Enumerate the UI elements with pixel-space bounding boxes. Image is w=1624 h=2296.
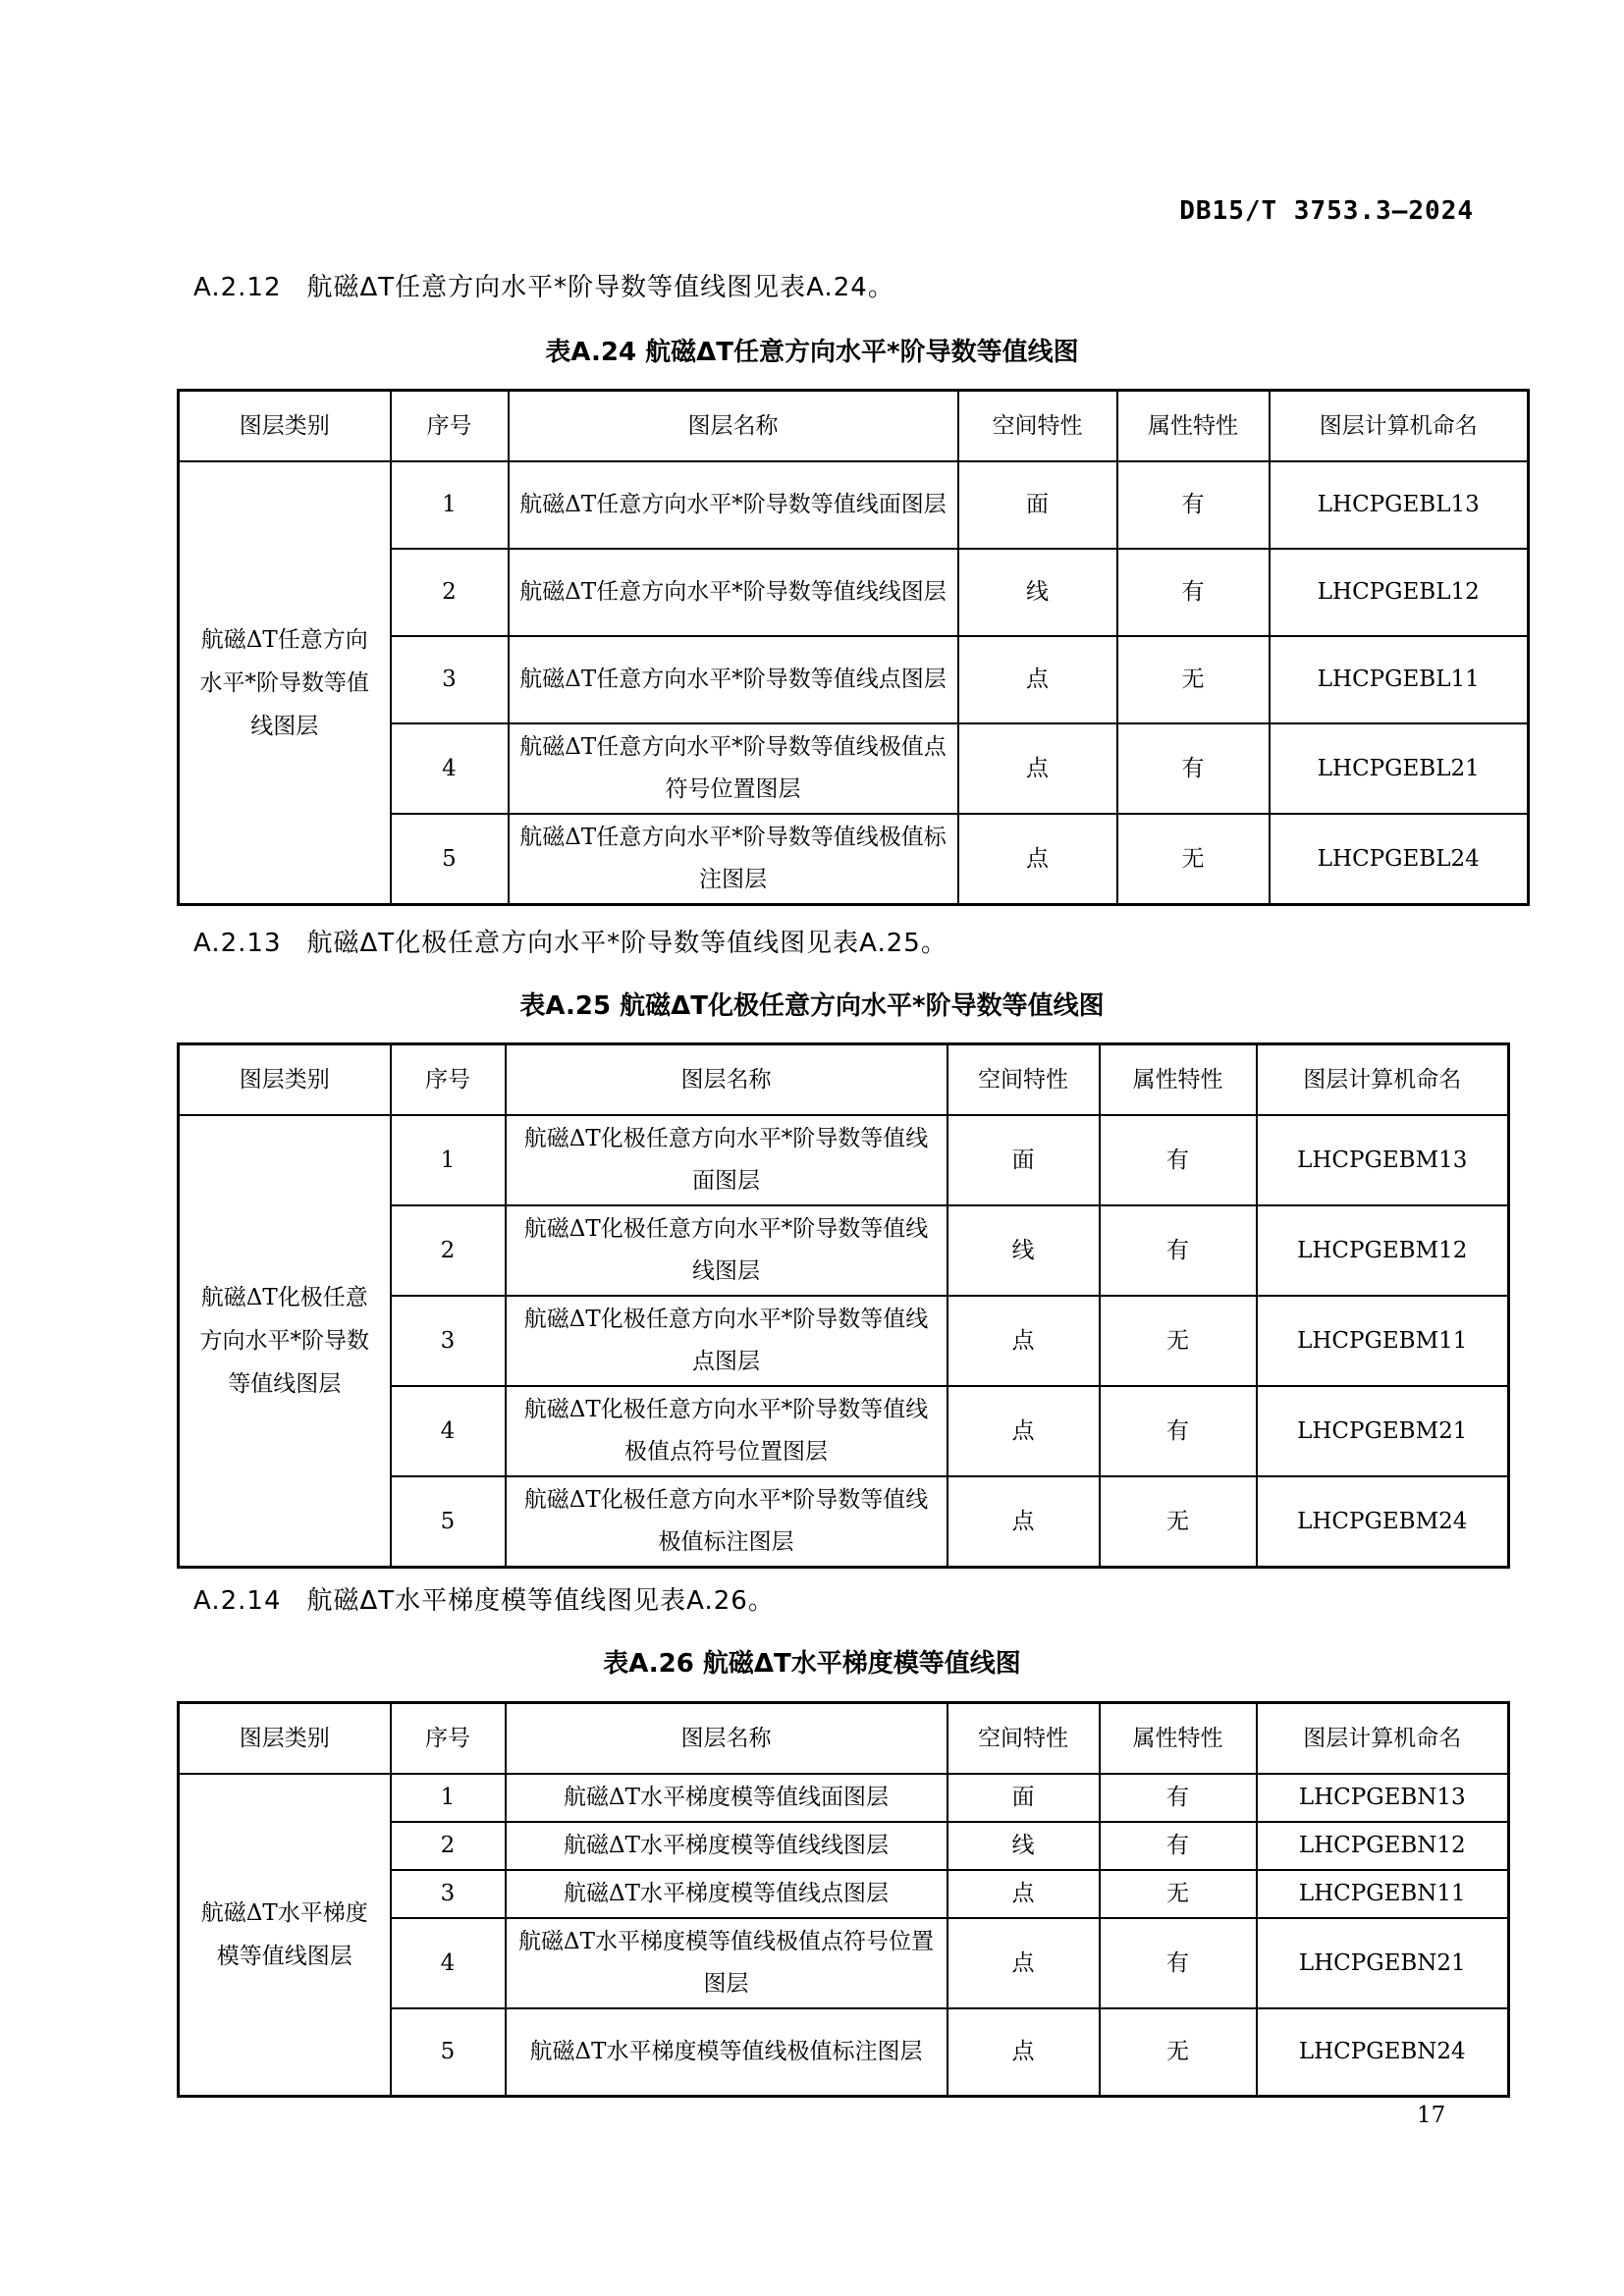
layer-table-a26 [177, 1701, 1510, 2098]
attribute-cell: 有 [1117, 461, 1270, 549]
layer-name-cell: 航磁ΔT水平梯度模等值线极值标注图层 [506, 2008, 947, 2096]
layer-table-a24 [177, 389, 1530, 906]
col-header-spatial: 空间特性 [958, 391, 1117, 462]
spatial-cell: 线 [958, 549, 1117, 636]
table-row [179, 461, 1529, 549]
seq-cell: 2 [391, 549, 509, 636]
spatial-cell: 点 [958, 636, 1117, 723]
seq-cell: 1 [391, 1115, 506, 1205]
layer-name-cell: 航磁ΔT水平梯度模等值线面图层 [506, 1774, 947, 1822]
attribute-cell: 无 [1117, 636, 1270, 723]
computer-name-cell: LHCPGEBM21 [1257, 1386, 1509, 1476]
layer-name-cell: 航磁ΔT任意方向水平*阶导数等值线面图层 [509, 461, 958, 549]
table-title-a26: 表A.26 航磁ΔT水平梯度模等值线图 [603, 1649, 1021, 1679]
computer-name-cell: LHCPGEBN24 [1257, 2008, 1509, 2096]
layer-name-cell: 航磁ΔT化极任意方向水平*阶导数等值线极值点符号位置图层 [506, 1386, 947, 1476]
spatial-cell: 点 [947, 1870, 1100, 1918]
layer-name-cell: 航磁ΔT化极任意方向水平*阶导数等值线面图层 [506, 1115, 947, 1205]
computer-name-cell: LHCPGEBL11 [1270, 636, 1529, 723]
attribute-cell: 有 [1100, 1918, 1257, 2008]
attribute-cell: 有 [1117, 723, 1270, 814]
clause-text: 航磁ΔT任意方向水平*阶导数等值线图见表A.24。 [306, 273, 894, 302]
seq-cell: 2 [391, 1822, 506, 1870]
col-header-attribute: 属性特性 [1117, 391, 1270, 462]
layer-name-cell: 航磁ΔT水平梯度模等值线线图层 [506, 1822, 947, 1870]
attribute-cell: 无 [1100, 1476, 1257, 1568]
clause-a-2-12 [193, 267, 894, 303]
seq-cell: 1 [391, 461, 509, 549]
col-header-computer-name: 图层计算机命名 [1257, 1044, 1509, 1116]
layer-name-cell: 航磁ΔT水平梯度模等值线点图层 [506, 1870, 947, 1918]
table-title-a24: 表A.24 航磁ΔT任意方向水平*阶导数等值线图 [545, 338, 1079, 367]
spatial-cell: 面 [958, 461, 1117, 549]
computer-name-cell: LHCPGEBM24 [1257, 1476, 1509, 1568]
col-header-spatial: 空间特性 [947, 1044, 1100, 1116]
computer-name-cell: LHCPGEBL12 [1270, 549, 1529, 636]
col-header-seq: 序号 [391, 391, 509, 462]
layer-name-cell: 航磁ΔT化极任意方向水平*阶导数等值线极值标注图层 [506, 1476, 947, 1568]
spatial-cell: 点 [958, 723, 1117, 814]
attribute-cell: 无 [1100, 1296, 1257, 1386]
col-header-computer-name: 图层计算机命名 [1257, 1703, 1509, 1775]
seq-cell: 3 [391, 1296, 506, 1386]
clause-text: 航磁ΔT水平梯度模等值线图见表A.26。 [306, 1586, 775, 1616]
spatial-cell: 点 [947, 2008, 1100, 2096]
attribute-cell: 无 [1100, 2008, 1257, 2096]
seq-cell: 5 [391, 1476, 506, 1568]
spatial-cell: 线 [947, 1822, 1100, 1870]
table-row [179, 1115, 1509, 1205]
col-header-spatial: 空间特性 [947, 1703, 1100, 1775]
spatial-cell: 点 [947, 1386, 1100, 1476]
col-header-name: 图层名称 [506, 1044, 947, 1116]
clause-number: A.2.12 [193, 273, 282, 302]
header-row [179, 1703, 1509, 1775]
attribute-cell: 有 [1100, 1774, 1257, 1822]
seq-cell: 5 [391, 2008, 506, 2096]
clause-a-2-13 [193, 923, 947, 959]
attribute-cell: 有 [1100, 1205, 1257, 1296]
computer-name-cell: LHCPGEBN21 [1257, 1918, 1509, 2008]
col-header-name: 图层名称 [506, 1703, 947, 1775]
layer-name-cell: 航磁ΔT任意方向水平*阶导数等值线极值点符号位置图层 [509, 723, 958, 814]
clause-number: A.2.14 [193, 1586, 282, 1616]
table-title-a25: 表A.25 航磁ΔT化极任意方向水平*阶导数等值线图 [519, 991, 1105, 1021]
col-header-seq: 序号 [391, 1703, 506, 1775]
layer-category-cell: 航磁ΔT化极任意方向水平*阶导数等值线图层 [179, 1115, 391, 1568]
clause-text: 航磁ΔT化极任意方向水平*阶导数等值线图见表A.25。 [306, 929, 947, 958]
layer-name-cell: 航磁ΔT任意方向水平*阶导数等值线线图层 [509, 549, 958, 636]
seq-cell: 1 [391, 1774, 506, 1822]
col-header-name: 图层名称 [509, 391, 958, 462]
seq-cell: 5 [391, 814, 509, 905]
layer-name-cell: 航磁ΔT任意方向水平*阶导数等值线点图层 [509, 636, 958, 723]
attribute-cell: 有 [1100, 1386, 1257, 1476]
computer-name-cell: LHCPGEBN12 [1257, 1822, 1509, 1870]
computer-name-cell: LHCPGEBM13 [1257, 1115, 1509, 1205]
computer-name-cell: LHCPGEBL21 [1270, 723, 1529, 814]
spatial-cell: 点 [947, 1918, 1100, 2008]
document-code: DB15/T 3753.3—2024 [1179, 196, 1474, 226]
layer-name-cell: 航磁ΔT化极任意方向水平*阶导数等值线点图层 [506, 1296, 947, 1386]
page-number: 17 [1417, 2103, 1446, 2128]
seq-cell: 3 [391, 636, 509, 723]
computer-name-cell: LHCPGEBN11 [1257, 1870, 1509, 1918]
computer-name-cell: LHCPGEBL24 [1270, 814, 1529, 905]
layer-name-cell: 航磁ΔT水平梯度模等值线极值点符号位置图层 [506, 1918, 947, 2008]
header-row [179, 1044, 1509, 1116]
spatial-cell: 面 [947, 1115, 1100, 1205]
col-header-computer-name: 图层计算机命名 [1270, 391, 1529, 462]
col-header-category: 图层类别 [179, 1703, 391, 1775]
spatial-cell: 线 [947, 1205, 1100, 1296]
seq-cell: 4 [391, 1918, 506, 2008]
col-header-category: 图层类别 [179, 391, 391, 462]
header-row [179, 391, 1529, 462]
attribute-cell: 有 [1117, 549, 1270, 636]
computer-name-cell: LHCPGEBM12 [1257, 1205, 1509, 1296]
attribute-cell: 无 [1100, 1870, 1257, 1918]
attribute-cell: 有 [1100, 1822, 1257, 1870]
col-header-attribute: 属性特性 [1100, 1703, 1257, 1775]
table-row [179, 1774, 1509, 1822]
layer-name-cell: 航磁ΔT任意方向水平*阶导数等值线极值标注图层 [509, 814, 958, 905]
col-header-seq: 序号 [391, 1044, 506, 1116]
computer-name-cell: LHCPGEBN13 [1257, 1774, 1509, 1822]
spatial-cell: 点 [947, 1296, 1100, 1386]
layer-table-a25 [177, 1042, 1510, 1569]
layer-category-cell: 航磁ΔT任意方向水平*阶导数等值线图层 [179, 461, 391, 905]
col-header-category: 图层类别 [179, 1044, 391, 1116]
col-header-attribute: 属性特性 [1100, 1044, 1257, 1116]
seq-cell: 4 [391, 723, 509, 814]
seq-cell: 2 [391, 1205, 506, 1296]
spatial-cell: 点 [947, 1476, 1100, 1568]
attribute-cell: 无 [1117, 814, 1270, 905]
computer-name-cell: LHCPGEBL13 [1270, 461, 1529, 549]
layer-category-cell: 航磁ΔT水平梯度模等值线图层 [179, 1774, 391, 2096]
layer-name-cell: 航磁ΔT化极任意方向水平*阶导数等值线线图层 [506, 1205, 947, 1296]
computer-name-cell: LHCPGEBM11 [1257, 1296, 1509, 1386]
spatial-cell: 面 [947, 1774, 1100, 1822]
clause-a-2-14 [193, 1580, 775, 1617]
seq-cell: 3 [391, 1870, 506, 1918]
clause-number: A.2.13 [193, 929, 282, 958]
seq-cell: 4 [391, 1386, 506, 1476]
attribute-cell: 有 [1100, 1115, 1257, 1205]
spatial-cell: 点 [958, 814, 1117, 905]
